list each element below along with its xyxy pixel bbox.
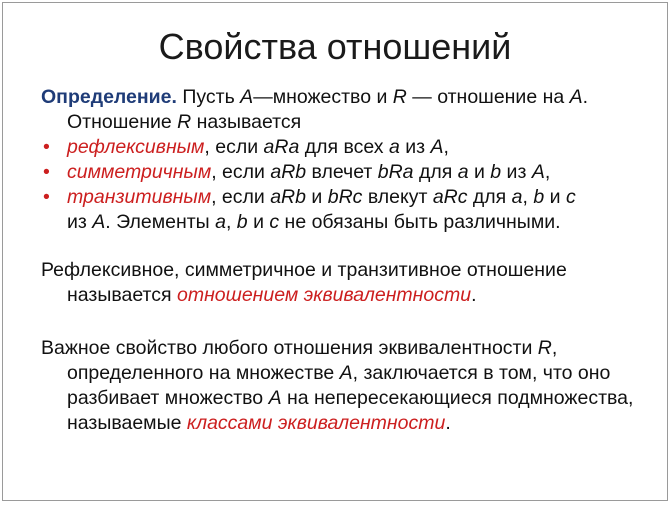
text: Пусть — [176, 86, 241, 108]
text: , если — [204, 136, 264, 158]
text: . — [471, 284, 477, 306]
text: , если — [211, 161, 271, 183]
var: aRa — [263, 136, 300, 158]
text: , определенного на множестве — [67, 337, 558, 384]
slide — [2, 2, 668, 501]
text: . — [445, 412, 451, 434]
list-item-symmetric — [41, 160, 641, 185]
var: bRc — [327, 186, 363, 208]
text: не обязаны быть различными. — [279, 211, 561, 233]
text: , — [443, 136, 449, 158]
var: A — [339, 362, 353, 384]
property-paragraph — [41, 336, 641, 436]
text: на непересекающиеся подмножества, называемые — [67, 387, 634, 434]
var: a — [511, 186, 523, 208]
var: aRb — [270, 186, 306, 208]
text: влечет — [306, 161, 378, 183]
text: , заключается в том, что оно разбивает множество — [67, 362, 611, 409]
text: для всех — [299, 136, 389, 158]
var: b — [236, 211, 248, 233]
term-reflexive: рефлексивным — [67, 136, 205, 158]
text: , — [225, 211, 237, 233]
var: A — [430, 136, 444, 158]
var: a — [457, 161, 469, 183]
bullet-icon: • — [43, 136, 50, 158]
text: и — [468, 161, 491, 183]
text: Отношение — [67, 111, 178, 133]
text: . — [582, 86, 589, 108]
text: Важное свойство любого отношения эквивалентности — [41, 337, 538, 359]
var: a — [215, 211, 226, 233]
var: R — [177, 111, 192, 133]
var: aRb — [270, 161, 307, 183]
text: Рефлексивное, симметричное и транзитивное отношение называется — [41, 259, 567, 306]
slide-content — [41, 85, 641, 436]
spacer — [41, 308, 641, 336]
var: b — [490, 161, 502, 183]
text: , — [522, 186, 534, 208]
term-equivalence-classes: классами эквивалентности — [186, 412, 446, 434]
definition-paragraph — [41, 85, 641, 135]
var: b — [533, 186, 545, 208]
var: A — [531, 161, 545, 183]
text: для — [467, 186, 512, 208]
var: R — [392, 86, 407, 108]
term-equivalence-relation: отношением эквивалентности — [176, 284, 472, 306]
text: — отношение на — [406, 86, 570, 108]
text: . Элементы — [105, 211, 216, 233]
var: c — [269, 211, 280, 233]
bullet-icon: • — [43, 161, 50, 183]
definition-label: Определение. — [41, 86, 177, 108]
var: R — [537, 337, 552, 359]
text: для — [413, 161, 458, 183]
var: aRc — [432, 186, 468, 208]
var: A — [569, 86, 583, 108]
text: и — [247, 211, 270, 233]
list-item-transitive — [41, 185, 641, 235]
var: A — [92, 211, 106, 233]
term-symmetric: симметричным — [67, 161, 212, 183]
text: из — [67, 211, 93, 233]
text: влекут — [362, 186, 433, 208]
text: из — [399, 136, 431, 158]
bullet-icon: • — [43, 186, 50, 208]
list-item-reflexive — [41, 135, 641, 160]
equivalence-paragraph — [41, 258, 641, 308]
text: называется — [191, 111, 302, 133]
slide-title: Свойства отношений — [158, 26, 512, 67]
var: bRa — [377, 161, 414, 183]
term-transitive: транзитивным — [67, 186, 212, 208]
var: c — [565, 186, 576, 208]
var: a — [388, 136, 400, 158]
var: A — [240, 86, 254, 108]
property-list — [41, 135, 641, 235]
spacer — [41, 235, 641, 258]
text: , — [544, 161, 551, 183]
text: —множество и — [253, 86, 393, 108]
text: из — [501, 161, 532, 183]
text: , если — [211, 186, 271, 208]
text: и — [544, 186, 566, 208]
var: A — [268, 387, 282, 409]
text: и — [305, 186, 328, 208]
